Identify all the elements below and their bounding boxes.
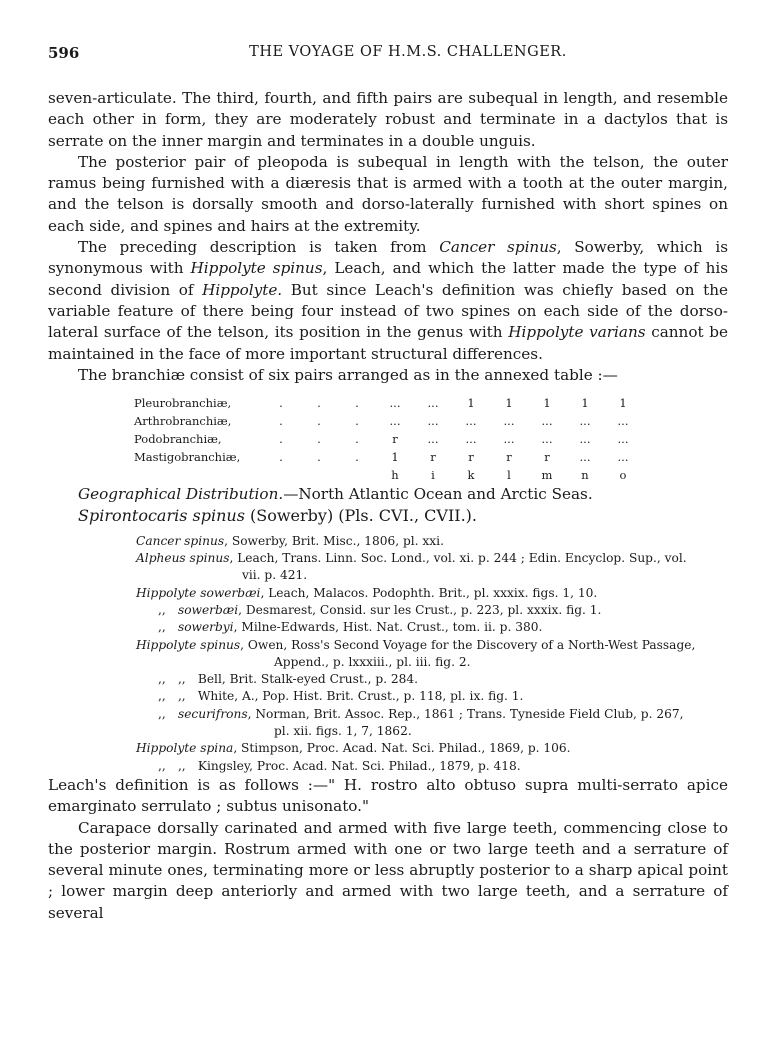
branchiae-cell bbox=[262, 466, 300, 484]
branchiae-cell: ... bbox=[503, 432, 515, 447]
paragraph-3 bbox=[48, 237, 728, 365]
paragraph-2: The posterior pair of pleopoda is subequal in length with the telson, the outer ramus being furnished with a diæresis that is armed with a tooth at the outer margin, and the telson is dorsally smooth and dorso-laterally furnished with short spines on each side, and spines and hairs at the extremity. bbox=[48, 152, 728, 235]
branchiae-cell: 1 bbox=[581, 396, 589, 411]
synonym-entry bbox=[136, 706, 728, 723]
running-title: THE VOYAGE OF H.M.S. CHALLENGER. bbox=[249, 44, 567, 60]
branchiae-cell: r bbox=[468, 450, 474, 465]
p3-text-i: cannot be maintained in the face of more important structural differences. bbox=[48, 323, 728, 363]
branchiae-row bbox=[134, 466, 642, 484]
p3-taxon-hippolyte-spinus: Hippolyte spinus bbox=[190, 259, 323, 278]
species-name: Spirontocaris spinus bbox=[78, 506, 245, 526]
branchiae-cell: ... bbox=[617, 450, 629, 465]
branchiae-cell: ... bbox=[427, 414, 439, 429]
p3-taxon-cancer: Cancer spinus bbox=[439, 238, 557, 257]
branchiae-row bbox=[134, 448, 642, 466]
branchiae-cell: l bbox=[507, 468, 511, 483]
p3-text-e: , Leach, and which the latter made the type of his second division of bbox=[48, 259, 729, 299]
branchiae-cell: ... bbox=[617, 414, 629, 429]
synonym-reference: , Leach, Trans. Linn. Soc. Lond., vol. xi. p. 244 ; Edin. Encyclop. Sup., vol. bbox=[229, 551, 687, 566]
branchiae-cell: ... bbox=[465, 432, 477, 447]
synonym-entry bbox=[136, 619, 728, 636]
branchiae-cell: ... bbox=[617, 432, 629, 447]
synonym-taxon: Hippolyte spinus bbox=[136, 637, 241, 652]
synonym-entry bbox=[136, 740, 728, 757]
species-author: (Sowerby) (Pls. CVI., CVII.). bbox=[244, 506, 477, 526]
branchiae-cell: ... bbox=[389, 396, 401, 411]
branchiae-cell: i bbox=[431, 468, 435, 483]
ditto-mark: ,, bbox=[158, 620, 166, 635]
branchiae-cell: ... bbox=[579, 414, 591, 429]
branchiae-cell: . bbox=[317, 396, 321, 411]
synonym-taxon: Alpheus spinus bbox=[136, 551, 230, 566]
synonym-reference: , Milne-Edwards, Hist. Nat. Crust., tom. ii. p. 380. bbox=[233, 620, 543, 635]
branchiae-cell: . bbox=[279, 432, 283, 447]
branchiae-cell: n bbox=[581, 468, 589, 483]
branchiae-cell: ... bbox=[579, 450, 591, 465]
branchiae-cell: . bbox=[355, 396, 359, 411]
branchiae-row-label: Podobranchiæ, bbox=[134, 432, 222, 447]
synonym-entry bbox=[136, 688, 728, 705]
synonym-reference: , Norman, Brit. Assoc. Rep., 1861 ; Trans. Tyneside Field Club, p. 267, bbox=[247, 706, 684, 721]
paragraph-1: seven-articulate. The third, fourth, and fifth pairs are subequal in length, and resemble each other in form, they are moderately robust and terminate in a dactylos that is serrate on the inner margin and terminates in a double unguis. bbox=[48, 89, 728, 150]
synonym-reference: , Stimpson, Proc. Acad. Nat. Sci. Philad., 1869, p. 106. bbox=[233, 741, 571, 756]
p3-text-c: , Sowerby, which is synonymous with bbox=[48, 238, 728, 278]
geo-label: Geographical Distribution. bbox=[78, 485, 284, 504]
synonym-reference: Kingsley, Proc. Acad. Nat. Sci. Philad., 1879, p. 418. bbox=[197, 758, 521, 773]
synonym-entry bbox=[136, 585, 728, 602]
branchiae-cell: ... bbox=[579, 432, 591, 447]
branchiae-cell: 1 bbox=[391, 450, 399, 465]
geo-text: —North Atlantic Ocean and Arctic Seas. bbox=[283, 485, 593, 504]
branchiae-cell: . bbox=[279, 396, 283, 411]
synonym-taxon: Hippolyte spina bbox=[136, 741, 234, 756]
branchiae-row bbox=[134, 394, 642, 412]
synonym-entry bbox=[136, 654, 728, 671]
branchiae-cell: . bbox=[355, 450, 359, 465]
synonym-taxon: sowerbyi bbox=[177, 620, 234, 635]
branchiae-cell: 1 bbox=[619, 396, 627, 411]
branchiae-cell: r bbox=[392, 432, 398, 447]
synonym-taxon: securifrons bbox=[177, 706, 248, 721]
branchiae-cell: ... bbox=[427, 432, 439, 447]
synonym-entry bbox=[136, 550, 728, 567]
branchiae-cell: 1 bbox=[467, 396, 475, 411]
synonym-entry bbox=[136, 637, 728, 654]
branchiae-cell: o bbox=[619, 468, 627, 483]
branchiae-cell: ... bbox=[465, 414, 477, 429]
page-number: 596 bbox=[48, 44, 80, 62]
p3-text-a: The preceding description is taken from bbox=[78, 238, 440, 257]
branchiae-cell: r bbox=[430, 450, 436, 465]
geographical-distribution bbox=[48, 484, 728, 505]
branchiae-row bbox=[134, 430, 642, 448]
page-header bbox=[48, 44, 728, 66]
synonym-reference: White, A., Pop. Hist. Brit. Crust., p. 118, pl. ix. fig. 1. bbox=[197, 689, 524, 704]
synonym-taxon: Hippolyte sowerbæi bbox=[136, 585, 261, 600]
branchiae-row-label: Pleurobranchiæ, bbox=[134, 396, 232, 411]
branchiae-row bbox=[134, 412, 642, 430]
synonym-reference: Bell, Brit. Stalk-eyed Crust., p. 284. bbox=[197, 672, 419, 687]
synonym-entry bbox=[136, 567, 728, 584]
branchiae-cell: ... bbox=[503, 414, 515, 429]
synonym-reference: , Leach, Malacos. Podophth. Brit., pl. xxxix. figs. 1, 10. bbox=[260, 585, 598, 600]
branchiae-cell: . bbox=[317, 450, 321, 465]
ditto-mark: ,, bbox=[177, 689, 186, 704]
synonym-reference: , Desmarest, Consid. sur les Crust., p. 223, pl. xxxix. fig. 1. bbox=[238, 602, 602, 617]
branchiae-cell bbox=[300, 466, 338, 484]
branchiae-cell: h bbox=[391, 468, 399, 483]
paragraph-6: Carapace dorsally carinated and armed with five large teeth, commencing close to the posterior margin. Rostrum armed with one or two large teeth and a serrature of several minute ones, terminating more or less abruptly posterior to a sharp apical point ; lower margin deep anteriorly and armed with two large teeth, and a serrature of several bbox=[48, 818, 728, 922]
synonym-entry bbox=[136, 671, 728, 688]
synonymy-list bbox=[136, 533, 728, 775]
ditto-mark: ,, bbox=[177, 672, 186, 687]
branchiae-cell: m bbox=[541, 468, 553, 483]
branchiae-cell: k bbox=[467, 468, 475, 483]
branchiae-cell bbox=[338, 466, 376, 484]
ditto-mark: ,, bbox=[158, 758, 166, 773]
branchiae-cell: 1 bbox=[543, 396, 551, 411]
paragraph-5: Leach's definition is as follows :—" H. rostro alto obtuso supra multi-serrato apice emarginato serrulato ; subtus unisonato." bbox=[48, 775, 728, 816]
branchiae-cell: . bbox=[355, 432, 359, 447]
branchiae-row-label: Arthrobranchiæ, bbox=[134, 414, 232, 429]
ditto-mark: ,, bbox=[158, 706, 166, 721]
branchiae-cell: . bbox=[355, 414, 359, 429]
ditto-mark: ,, bbox=[177, 758, 186, 773]
synonym-reference: , Owen, Ross's Second Voyage for the Discovery of a North-West Passage, bbox=[240, 637, 696, 652]
synonym-entry bbox=[136, 602, 728, 619]
branchiae-cell: ... bbox=[427, 396, 439, 411]
branchiae-cell: . bbox=[317, 414, 321, 429]
branchiae-cell: . bbox=[279, 450, 283, 465]
ditto-mark: ,, bbox=[158, 602, 166, 617]
branchiae-cell: r bbox=[506, 450, 512, 465]
branchiae-cell: . bbox=[317, 432, 321, 447]
branchiae-cell: . bbox=[279, 414, 283, 429]
synonym-taxon: Cancer spinus bbox=[136, 533, 225, 548]
synonym-reference: , Sowerby, Brit. Misc., 1806, pl. xxi. bbox=[224, 533, 444, 548]
synonym-reference: vii. p. 421. bbox=[242, 568, 308, 583]
branchiae-cell: r bbox=[544, 450, 550, 465]
branchiae-cell: ... bbox=[541, 432, 553, 447]
p3-text-g: But since Leach's definition was chiefly based on the variable feature of there being four instead of two spines on each side of the dorso-lateral surface of the telson, its position in the genus with bbox=[48, 280, 728, 342]
branchiae-row-label: Mastigobranchiæ, bbox=[134, 450, 241, 465]
synonym-reference: pl. xii. figs. 1, 7, 1862. bbox=[274, 724, 412, 739]
ditto-mark: ,, bbox=[158, 689, 166, 704]
branchiae-row-label bbox=[134, 466, 262, 484]
species-heading bbox=[48, 505, 728, 526]
p3-taxon-hippolyte: Hippolyte. bbox=[202, 280, 283, 299]
branchiae-cell: 1 bbox=[505, 396, 513, 411]
body-text bbox=[48, 88, 728, 924]
p3-taxon-hippolyte-varians: Hippolyte varians bbox=[508, 323, 646, 342]
branchiae-table bbox=[134, 394, 642, 484]
branchiae-cell: ... bbox=[541, 414, 553, 429]
synonym-entry bbox=[136, 758, 728, 775]
synonym-taxon: sowerbæi bbox=[177, 602, 239, 617]
synonym-reference: Append., p. lxxxiii., pl. iii. fig. 2. bbox=[274, 654, 471, 669]
synonym-entry bbox=[136, 723, 728, 740]
branchiae-cell: ... bbox=[389, 414, 401, 429]
paragraph-4: The branchiæ consist of six pairs arranged as in the annexed table :— bbox=[78, 365, 618, 384]
ditto-mark: ,, bbox=[158, 672, 166, 687]
synonym-entry bbox=[136, 533, 728, 550]
